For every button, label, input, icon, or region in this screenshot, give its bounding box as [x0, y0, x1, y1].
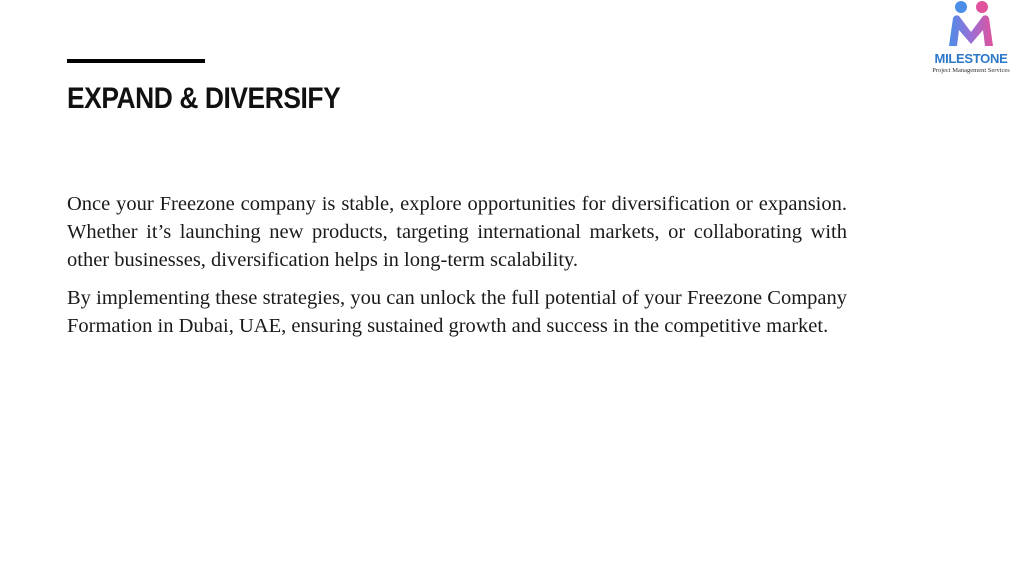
- logo-wordmark: MILESTONE: [934, 51, 1008, 66]
- logo-tagline: Project Management Services: [932, 67, 1010, 74]
- slide-title: EXPAND & DIVERSIFY: [67, 82, 341, 115]
- paragraph-conclusion: By implementing these strategies, you can unlock the full potential of your Freezone Company Formation in Dubai, UAE, ensuring sustained growth and success in the competitive market.: [67, 287, 847, 337]
- company-logo: [918, 0, 1024, 80]
- milestone-people-icon: [943, 0, 999, 48]
- slide-body: [67, 190, 847, 350]
- title-accent-rule: [67, 59, 205, 63]
- paragraph-diversification: Once your Freezone company is stable, explore opportunities for diversification or expansion. Whether it’s launching new products, targeting international markets, or collaborating with other businesses, diversification helps in long-term scalability.: [67, 193, 847, 271]
